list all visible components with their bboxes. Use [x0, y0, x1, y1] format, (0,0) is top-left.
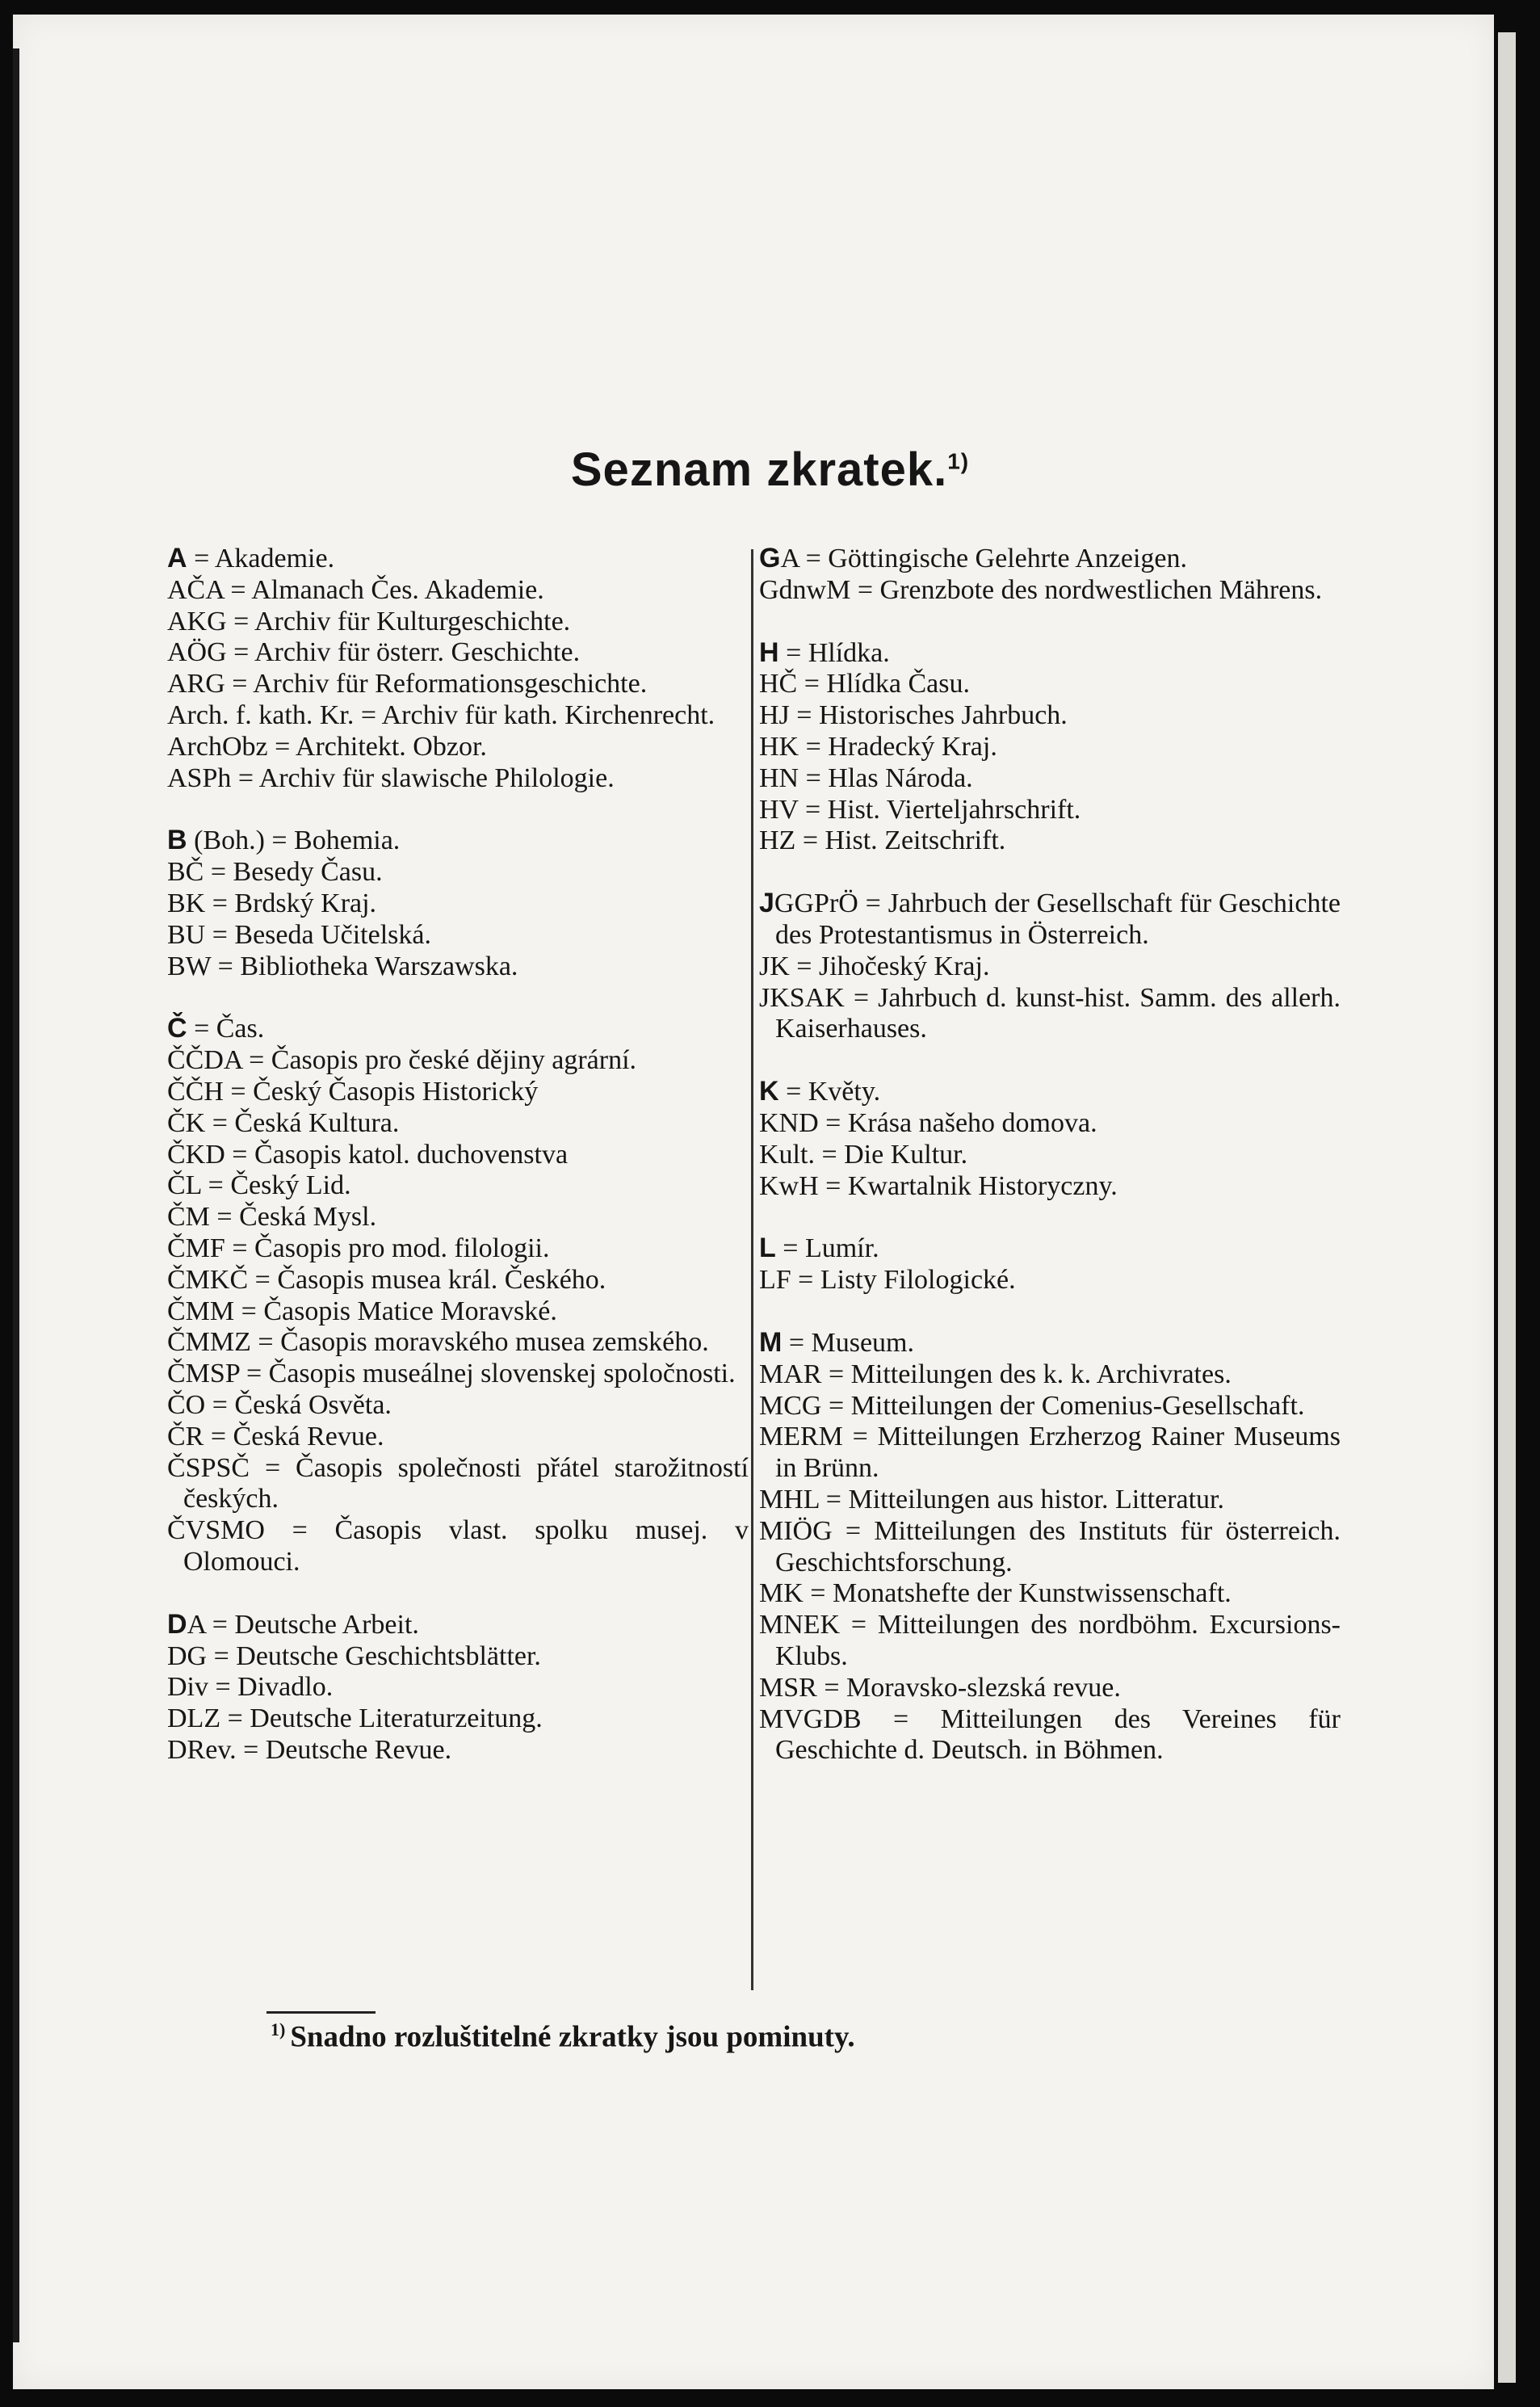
abbreviation-entry	[167, 1045, 749, 1077]
entry-text: AČA = Almanach Čes. Akademie.	[167, 574, 544, 605]
letter-group	[167, 1609, 749, 1766]
entry-text: ČČH = Český Časopis Historický	[167, 1076, 539, 1107]
entry-text: MIÖG = Mitteilungen des Instituts für österreich. Geschichtsforschung.	[759, 1515, 1341, 1577]
entry-text: ČR = Česká Revue.	[167, 1421, 384, 1451]
abbreviation-entry	[759, 1327, 1341, 1359]
entry-text: HV = Hist. Vierteljahrschrift.	[759, 794, 1081, 825]
entry-text: DG = Deutsche Geschichtsblätter.	[167, 1640, 541, 1671]
right-column	[759, 543, 1341, 1797]
abbreviation-entry	[167, 825, 749, 857]
entry-text: GdnwM = Grenzbote des nordwestlichen Mährens.	[759, 574, 1323, 605]
entry-text: KwH = Kwartalnik Historyczny.	[759, 1170, 1118, 1201]
entry-text: ČMF = Časopis pro mod. filologii.	[167, 1233, 550, 1263]
group-initial: A	[167, 543, 187, 573]
abbreviation-entry	[167, 1672, 749, 1703]
abbreviation-entry	[759, 1359, 1341, 1391]
abbreviation-entry	[759, 700, 1341, 732]
entry-text: HZ = Hist. Zeitschrift.	[759, 825, 1006, 856]
letter-group	[167, 543, 749, 794]
entry-text: BW = Bibliotheka Warszawska.	[167, 951, 518, 981]
entry-text: DLZ = Deutsche Literaturzeitung.	[167, 1703, 543, 1734]
entry-text: ČMSP = Časopis museálnej slovenskej spoločnosti.	[167, 1359, 736, 1389]
entry-text: AÖG = Archiv für österr. Geschichte.	[167, 637, 581, 668]
abbreviation-entry	[759, 1171, 1341, 1203]
abbreviation-entry	[759, 669, 1341, 700]
entry-text: KND = Krása našeho domova.	[759, 1107, 1097, 1138]
abbreviation-entry	[167, 1202, 749, 1233]
entry-text: ČK = Česká Kultura.	[167, 1107, 400, 1138]
abbreviation-entry	[759, 1265, 1341, 1296]
group-initial: J	[759, 888, 774, 919]
abbreviation-entry	[167, 1233, 749, 1265]
abbreviation-entry	[167, 888, 749, 920]
entry-text: A = Göttingische Gelehrte Anzeigen.	[780, 544, 1187, 573]
abbreviation-entry	[167, 763, 749, 795]
abbreviation-entry	[167, 951, 749, 983]
abbreviation-entry	[167, 1735, 749, 1766]
letter-group	[759, 888, 1341, 1045]
entry-text: MNEK = Mitteilungen des nordböhm. Excursions-Klubs.	[759, 1610, 1341, 1671]
abbreviation-entry	[167, 1453, 749, 1516]
letter-group	[759, 1327, 1341, 1766]
letter-group	[759, 1233, 1341, 1296]
abbreviation-entry	[167, 637, 749, 669]
abbreviation-entry	[759, 1704, 1341, 1767]
abbreviation-entry	[167, 1609, 749, 1641]
entry-text: MVGDB = Mitteilungen des Vereines für Geschichte d. Deutsch. in Böhmen.	[759, 1703, 1341, 1766]
abbreviation-entry	[759, 1516, 1341, 1579]
entry-text: ČMMZ = Časopis moravského musea zemského.	[167, 1327, 709, 1358]
entry-text: MSR = Moravsko-slezská revue.	[759, 1672, 1121, 1703]
abbreviation-entry	[759, 1422, 1341, 1485]
footnote	[271, 2019, 855, 2054]
left-column	[167, 543, 749, 1797]
abbreviation-entry	[759, 1610, 1341, 1673]
entry-text: ČL = Český Lid.	[167, 1170, 351, 1201]
abbreviation-entry	[167, 1515, 749, 1578]
letter-group	[759, 637, 1341, 858]
entry-text: Div = Divadlo.	[167, 1672, 334, 1703]
abbreviation-entry	[167, 669, 749, 700]
group-initial: G	[759, 543, 781, 573]
entry-text: = Akademie.	[187, 544, 335, 573]
entry-text: ČKD = Časopis katol. duchovenstva	[167, 1139, 569, 1170]
letter-group	[759, 543, 1341, 607]
entry-text: MERM = Mitteilungen Erzherzog Rainer Museums in Brünn.	[759, 1422, 1341, 1484]
abbreviation-entry	[167, 1108, 749, 1140]
entry-text: ČVSMO = Časopis vlast. spolku musej. v Olomouci.	[167, 1515, 749, 1577]
entry-text: ČMKČ = Časopis musea král. Českého.	[167, 1264, 606, 1295]
entry-text: = Hlídka.	[778, 637, 890, 668]
abbreviation-entry	[167, 1077, 749, 1108]
group-initial: B	[167, 825, 187, 856]
abbreviation-entry	[759, 795, 1341, 826]
group-initial: H	[759, 636, 779, 668]
abbreviation-entry	[167, 1703, 749, 1735]
entry-text: MHL = Mitteilungen aus histor. Litteratur.	[759, 1484, 1225, 1514]
entry-text: = Museum.	[782, 1327, 915, 1358]
abbreviation-entry	[167, 1170, 749, 1202]
abbreviation-entry	[759, 951, 1341, 983]
abbreviation-entry	[167, 1140, 749, 1171]
entry-text: BU = Beseda Učitelská.	[167, 919, 431, 950]
entry-text: HJ = Historisches Jahrbuch.	[759, 700, 1068, 731]
abbreviation-entry	[759, 732, 1341, 763]
abbreviation-entry	[167, 1359, 749, 1390]
abbreviation-entry	[167, 1296, 749, 1328]
group-initial: M	[759, 1326, 783, 1358]
abbreviation-entry	[759, 1578, 1341, 1610]
entry-text: ČO = Česká Osvěta.	[167, 1389, 392, 1420]
abbreviation-entry	[759, 575, 1341, 607]
abbreviation-entry	[167, 607, 749, 638]
abbreviation-entry	[759, 1076, 1341, 1108]
entry-text: DRev. = Deutsche Revue.	[167, 1734, 452, 1765]
title-footnote-mark: 1)	[947, 448, 970, 474]
abbreviation-entry	[167, 575, 749, 607]
abbreviation-entry	[759, 1140, 1341, 1171]
entry-text: ArchObz = Architekt. Obzor.	[167, 731, 487, 762]
entry-text: = Čas.	[187, 1014, 265, 1044]
abbreviation-entry	[759, 1391, 1341, 1422]
abbreviation-entry	[167, 1327, 749, 1359]
abbreviation-entry	[759, 1673, 1341, 1704]
entry-text: Kult. = Die Kultur.	[759, 1139, 968, 1170]
letter-group	[167, 825, 749, 982]
entry-text: ČMM = Časopis Matice Moravské.	[167, 1296, 557, 1326]
entry-text: (Boh.) = Bohemia.	[187, 825, 401, 856]
entry-text: HN = Hlas Národa.	[759, 762, 973, 793]
group-initial: L	[759, 1233, 776, 1264]
entry-text: = Květy.	[778, 1077, 881, 1107]
entry-text: Arch. f. kath. Kr. = Archiv für kath. Kirchenrecht.	[167, 699, 715, 730]
abbreviation-entry	[167, 543, 749, 575]
entry-text: MCG = Mitteilungen der Comenius-Gesellschaft.	[759, 1390, 1305, 1421]
footnote-text: Snadno rozluštitelné zkratky jsou pominuty.	[290, 2020, 855, 2054]
abbreviation-entry	[167, 1390, 749, 1422]
group-initial: K	[759, 1076, 779, 1107]
entry-text: A = Deutsche Arbeit.	[187, 1609, 419, 1640]
abbreviation-entry	[759, 983, 1341, 1046]
abbreviation-entry	[167, 1422, 749, 1453]
group-initial: D	[167, 1608, 187, 1640]
entry-text: BČ = Besedy Času.	[167, 857, 383, 888]
footnote-rule	[266, 2011, 376, 2014]
entry-text: ČSPSČ = Časopis společnosti přátel starožitností českých.	[167, 1452, 749, 1514]
footnote-mark: 1)	[271, 2019, 286, 2039]
entry-text: = Lumír.	[775, 1233, 879, 1264]
entry-text: ČČDA = Časopis pro české dějiny agrární.	[167, 1045, 637, 1076]
abbreviation-entry	[759, 825, 1341, 857]
page-edge	[1498, 32, 1516, 2383]
entry-text: HČ = Hlídka Času.	[759, 669, 970, 699]
entry-text: AKG = Archiv für Kulturgeschichte.	[167, 606, 571, 636]
entry-text: BK = Brdský Kraj.	[167, 888, 377, 918]
abbreviation-entry	[759, 888, 1341, 951]
entry-text: MAR = Mitteilungen des k. k. Archivrates.	[759, 1359, 1232, 1389]
letter-group	[759, 1076, 1341, 1202]
abbreviation-entry	[167, 732, 749, 763]
abbreviation-entry	[167, 857, 749, 888]
abbreviation-entry	[167, 1641, 749, 1673]
entry-text: HK = Hradecký Kraj.	[759, 731, 997, 762]
entry-text: LF = Listy Filologické.	[759, 1265, 1016, 1296]
letter-group	[167, 1013, 749, 1577]
abbreviation-entry	[759, 637, 1341, 670]
abbreviation-entry	[759, 763, 1341, 795]
abbreviation-entry	[759, 1485, 1341, 1516]
entry-text: ČM = Česká Mysl.	[167, 1202, 377, 1233]
abbreviation-entry	[759, 543, 1341, 575]
binding-edge	[13, 48, 19, 2342]
abbreviation-entry	[167, 1265, 749, 1296]
entry-text: MK = Monatshefte der Kunstwissenschaft.	[759, 1578, 1232, 1609]
abbreviation-entry	[167, 700, 749, 732]
entry-text: ARG = Archiv für Reformationsgeschichte.	[167, 669, 648, 699]
page-title	[0, 443, 1540, 497]
abbreviation-entry	[167, 1013, 749, 1045]
entry-text: ASPh = Archiv für slawische Philologie.	[167, 762, 615, 793]
entry-text: JKSAK = Jahrbuch d. kunst-hist. Samm. des allerh. Kaiserhauses.	[759, 982, 1341, 1044]
entry-text: GGPrÖ = Jahrbuch der Gesellschaft für Geschichte des Protestantismus in Österreich.	[774, 888, 1341, 950]
abbreviation-entry	[759, 1108, 1341, 1140]
column-divider	[751, 549, 753, 1990]
abbreviation-entry	[759, 1233, 1341, 1265]
title-text: Seznam zkratek.	[570, 443, 948, 496]
abbreviation-entry	[167, 920, 749, 951]
entry-text: JK = Jihočeský Kraj.	[759, 951, 990, 981]
group-initial: Č	[167, 1013, 187, 1044]
